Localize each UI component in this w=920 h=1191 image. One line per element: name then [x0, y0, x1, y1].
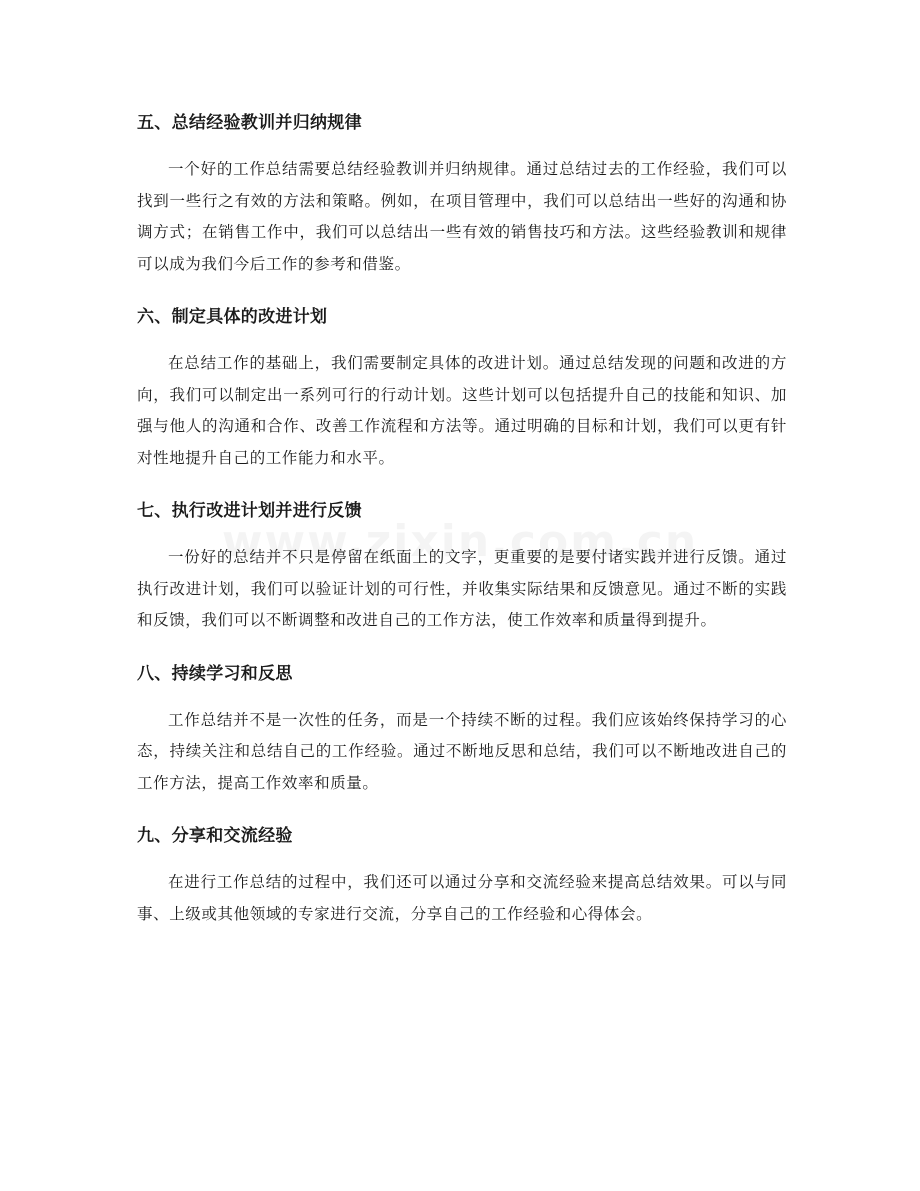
- section-8: [137, 655, 787, 800]
- section-heading: 六、制定具体的改进计划: [137, 307, 328, 327]
- section-paragraph: 在进行工作总结的过程中，我们还可以通过分享和交流经验来提高总结效果。可以与同事、上级或其他领域的专家进行交流，分享自己的工作经验和心得体会。: [137, 873, 787, 923]
- section-paragraph: 在总结工作的基础上，我们需要制定具体的改进计划。通过总结发现的问题和改进的方向，我们可以制定出一系列可行的行动计划。这些计划可以包括提升自己的技能和知识、加强与他人的沟通和合作、改善工作流程和方法等。通过明确的目标和计划，我们可以更有针对性地提升自己的工作能力和水平。: [137, 354, 787, 467]
- section-heading: 九、分享和交流经验: [137, 826, 293, 846]
- section-heading: 七、执行改进计划并进行反馈: [137, 501, 362, 521]
- section-9: [137, 817, 787, 930]
- section-heading: 八、持续学习和反思: [137, 663, 293, 684]
- section-paragraph: 一个好的工作总结需要总结经验教训并归纳规律。通过总结过去的工作经验，我们可以找到一些行之有效的方法和策略。例如，在项目管理中，我们可以总结出一些好的沟通和协调方式；在销售工作中，我们可以总结出一些有效的销售技巧和方法。这些经验教训和规律可以成为我们今后工作的参考和借鉴。: [137, 160, 787, 273]
- section-paragraph: 一份好的总结并不只是停留在纸面上的文字，更重要的是要付诸实践并进行反馈。通过执行改进计划，我们可以验证计划的可行性，并收集实际结果和反馈意见。通过不断的实践和反馈，我们可以不断调整和改进自己的工作方法，使工作效率和质量得到提升。: [137, 548, 787, 629]
- document-body: [137, 104, 787, 948]
- section-heading: 五、总结经验教训并归纳规律: [137, 113, 362, 133]
- section-7: [137, 492, 787, 637]
- section-6: [137, 298, 787, 474]
- section-5: [137, 104, 787, 280]
- section-paragraph: 工作总结并不是一次性的任务，而是一个持续不断的过程。我们应该始终保持学习的心态，持续关注和总结自己的工作经验。通过不断地反思和总结，我们可以不断地改进自己的工作方法，提高工作效率和质量。: [137, 710, 787, 792]
